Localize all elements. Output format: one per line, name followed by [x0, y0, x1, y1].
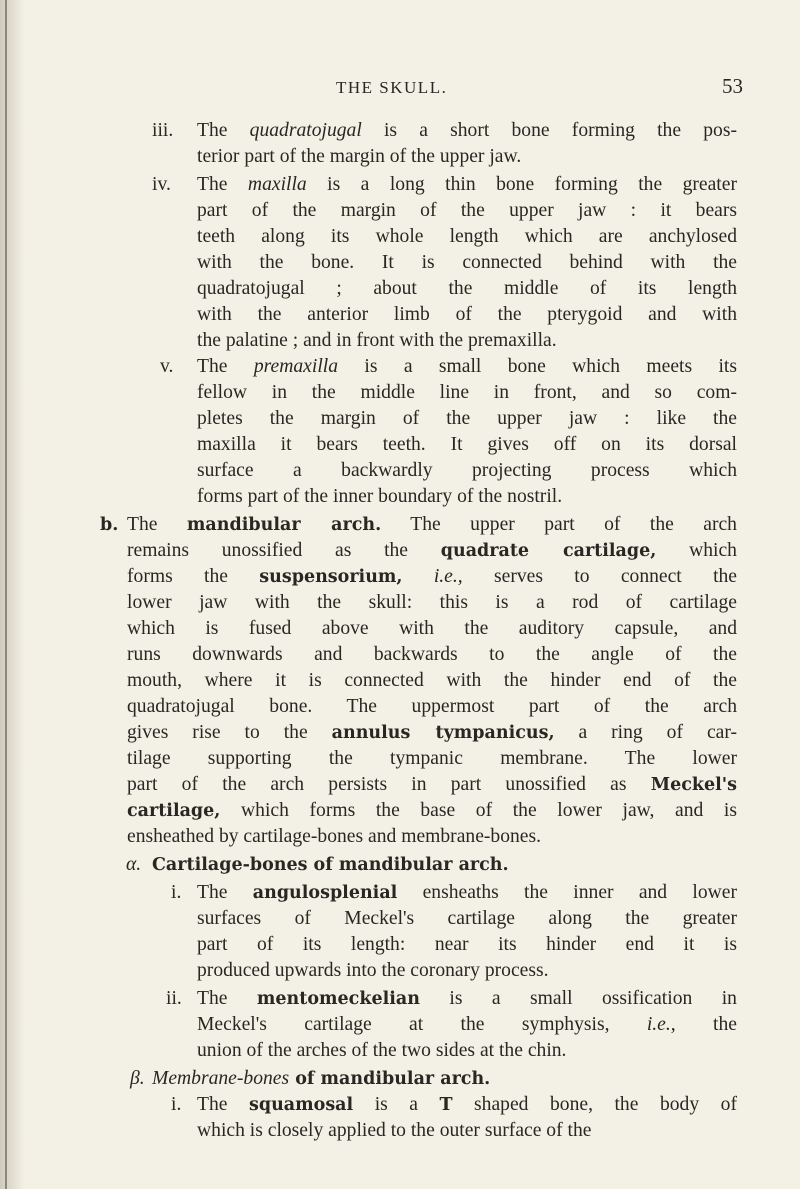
text-line: surface a backwardly projecting process which — [197, 460, 737, 481]
text-line: forms part of the inner boundary of the nostril. — [197, 486, 563, 507]
text-line: quadratojugal ; about the middle of its length — [197, 278, 737, 299]
section-marker: b. — [100, 515, 119, 535]
subsection-heading: Cartilage-bones of mandibular arch. — [152, 855, 509, 875]
term: squamosal — [248, 1095, 354, 1115]
text-line: cartilage, which forms the base of the lower jaw, and is — [127, 800, 737, 821]
text-line: remains unossified as the quadrate cartilage, which — [127, 540, 737, 561]
text-line: runs downwards and backwards to the angle of the — [127, 644, 737, 665]
subsection-heading: Membrane-bones of mandibular arch. — [152, 1068, 491, 1089]
text-line: which is fused above with the auditory capsule, and — [127, 618, 737, 639]
text-line: Meckel's cartilage at the symphysis, i.e., the — [197, 1014, 737, 1035]
section-marker: β. — [130, 1068, 145, 1089]
item-marker: i. — [171, 1094, 182, 1115]
item-marker: iv. — [152, 174, 171, 195]
text-line: The mandibular arch. The upper part of the arch — [127, 514, 737, 535]
text-line: mouth, where it is connected with the hinder end of the — [127, 670, 737, 691]
text-line: The mentomeckelian is a small ossification in — [197, 988, 737, 1009]
text-line: quadratojugal bone. The uppermost part of the arch — [127, 696, 737, 717]
text-line: which is closely applied to the outer surface of the — [197, 1120, 592, 1141]
text-line: pletes the margin of the upper jaw : like the — [197, 408, 737, 429]
text-line: gives rise to the annulus tympanicus, a ring of car- — [127, 722, 737, 743]
page-header — [0, 74, 800, 104]
text-line: fellow in the middle line in front, and so com- — [197, 382, 737, 403]
page-number: 53 — [722, 74, 743, 98]
text-line: terior part of the margin of the upper jaw. — [197, 146, 522, 167]
text-line: maxilla it bears teeth. It gives off on its dorsal — [197, 434, 737, 455]
text-line: The premaxilla is a small bone which meets its — [197, 356, 737, 377]
item-marker: ii. — [166, 988, 182, 1009]
text-line: part of the margin of the upper jaw : it bears — [197, 200, 737, 221]
item-marker: iii. — [152, 120, 174, 141]
text-line: with the bone. It is connected behind with the — [197, 252, 737, 273]
text-line: teeth along its whole length which are anchylosed — [197, 226, 737, 247]
term: mandibular arch. — [186, 515, 382, 535]
text-line: tilage supporting the tympanic membrane. The lower — [127, 748, 737, 769]
text-line: part of its length: near its hinder end it is — [197, 934, 737, 955]
term: angulosplenial — [252, 883, 398, 903]
term: suspensorium, — [259, 567, 403, 587]
term: mentomeckelian — [256, 989, 420, 1009]
term: maxilla — [247, 174, 307, 195]
term: quadratojugal — [249, 120, 362, 141]
text-line: forms the suspensorium, i.e., serves to connect the — [127, 566, 738, 587]
text-line: union of the arches of the two sides at the chin. — [197, 1040, 567, 1061]
text-line — [152, 118, 173, 144]
text-line: The quadratojugal is a short bone forming the pos- — [197, 120, 737, 141]
text-line: part of the arch persists in part unossified as Meckel's — [127, 774, 737, 795]
term: Meckel's — [650, 775, 737, 795]
item-marker: i. — [171, 882, 182, 903]
text-line: produced upwards into the coronary process. — [197, 960, 549, 981]
running-head: THE SKULL. — [336, 78, 448, 97]
term: annulus tympanicus, — [331, 723, 555, 743]
text-line: the palatine ; and in front with the premaxilla. — [197, 330, 557, 351]
text-line: The angulosplenial ensheaths the inner and lower — [197, 882, 737, 903]
tee-letter: T — [439, 1095, 453, 1115]
term: cartilage, — [127, 801, 221, 821]
text-line: The squamosal is a T shaped bone, the body of — [197, 1094, 737, 1115]
text-line: with the anterior limb of the pterygoid and with — [197, 304, 737, 325]
text-line: surfaces of Meckel's cartilage along the greater — [197, 908, 737, 929]
section-marker: α. — [126, 854, 142, 875]
term: premaxilla — [253, 356, 339, 377]
text-line: The maxilla is a long thin bone forming the greater — [197, 174, 737, 195]
term: quadrate cartilage, — [440, 541, 657, 561]
item-marker: v. — [160, 356, 174, 377]
text-line: ensheathed by cartilage-bones and membrane-bones. — [127, 826, 542, 847]
text-line: lower jaw with the skull: this is a rod of cartilage — [127, 592, 737, 613]
